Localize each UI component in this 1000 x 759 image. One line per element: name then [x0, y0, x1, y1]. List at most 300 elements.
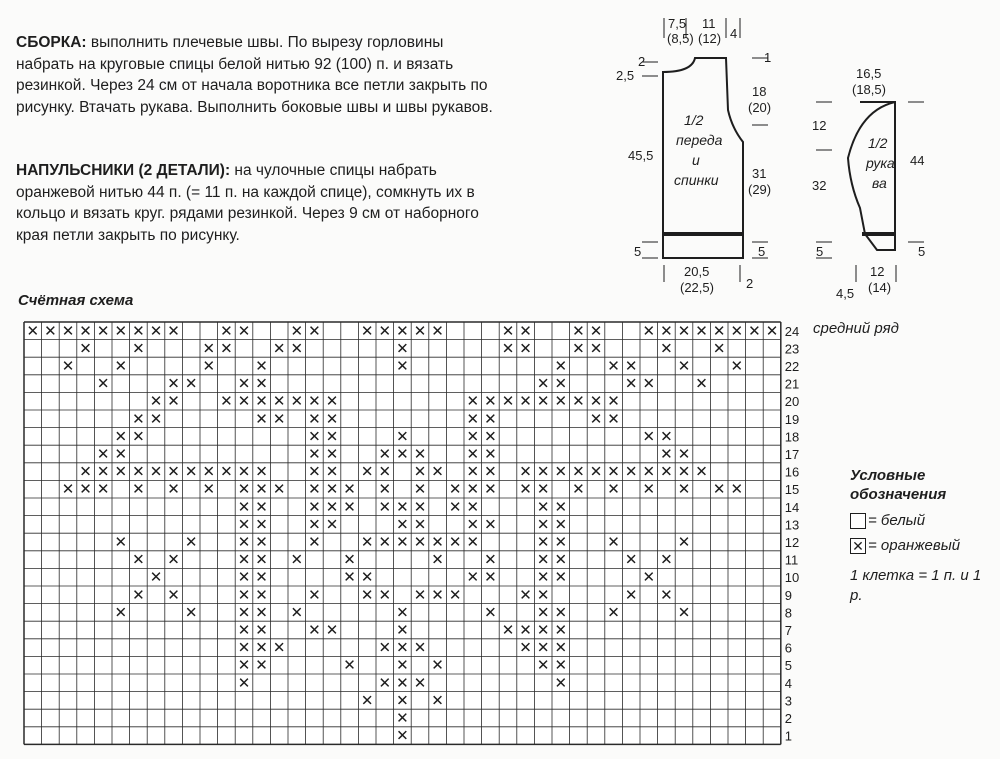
orange-stitch-cell: ✕: [765, 322, 779, 340]
orange-stitch-cell: ✕: [184, 463, 198, 481]
dim-18-5: (18,5): [852, 82, 886, 97]
row-number: 9: [784, 587, 793, 603]
orange-stitch-cell: ✕: [501, 393, 515, 411]
orange-stitch-cell: ✕: [237, 375, 251, 393]
row-number: 3: [784, 693, 793, 709]
orange-stitch-cell: ✕: [255, 375, 268, 393]
orange-stitch-cell: ✕: [132, 586, 145, 604]
dim-22-5: (22,5): [680, 280, 714, 295]
orange-stitch-cell: ✕: [572, 322, 585, 340]
orange-stitch-cell: ✕: [308, 446, 321, 463]
orange-stitch-cell: ✕: [536, 639, 550, 657]
row-number: 1: [784, 728, 793, 744]
assembly-paragraph: [16, 32, 496, 118]
orange-stitch-cell: ✕: [536, 551, 550, 569]
orange-stitch-cell: ✕: [237, 657, 251, 675]
orange-stitch-cell: ✕: [167, 393, 180, 411]
orange-stitch-cell: ✕: [132, 428, 145, 446]
orange-stitch-cell: ✕: [554, 498, 568, 516]
body-outline: [663, 58, 743, 258]
orange-stitch-cell: ✕: [61, 322, 75, 340]
orange-stitch-cell: ✕: [572, 481, 585, 499]
row-number: 18: [784, 429, 800, 445]
orange-stitch-cell: ✕: [167, 481, 180, 499]
orange-stitch-cell: ✕: [413, 498, 427, 516]
row-number: 13: [784, 517, 800, 533]
orange-stitch-cell: ✕: [642, 375, 656, 393]
orange-stitch-cell: ✕: [220, 322, 233, 340]
row-number: 8: [784, 605, 793, 621]
orange-stitch-cell: ✕: [343, 657, 356, 675]
orange-stitch-cell: ✕: [660, 340, 673, 358]
orange-stitch-cell: ✕: [712, 322, 726, 340]
row-number: 5: [784, 658, 793, 674]
orange-stitch-cell: ✕: [554, 657, 568, 675]
orange-stitch-cell: ✕: [396, 340, 409, 358]
orange-stitch-cell: ✕: [325, 516, 339, 534]
orange-stitch-cell: ✕: [360, 692, 374, 710]
orange-stitch-cell: ✕: [325, 428, 339, 446]
legend-title: Условные обозначения: [850, 467, 947, 503]
orange-stitch-cell: ✕: [272, 410, 286, 428]
orange-stitch-cell: ✕: [149, 393, 163, 411]
orange-stitch-cell: ✕: [554, 393, 568, 411]
orange-stitch-cell: ✕: [536, 586, 550, 604]
orange-stitch-cell: ✕: [325, 410, 339, 428]
orange-stitch-cell: ✕: [712, 340, 726, 358]
counting-chart: [24, 322, 814, 747]
dim-20-5: 20,5: [684, 264, 710, 279]
orange-stitch-cell: ✕: [519, 639, 532, 657]
dim-44: 44: [910, 153, 925, 168]
chart-grid: [24, 322, 814, 747]
orange-stitch-cell: ✕: [202, 463, 216, 481]
orange-stitch-cell: ✕: [114, 446, 128, 463]
orange-stitch-cell: ✕: [484, 446, 497, 463]
orange-stitch-cell: ✕: [114, 428, 128, 446]
orange-stitch-cell: ✕: [255, 639, 268, 657]
orange-stitch-cell: ✕: [184, 604, 198, 622]
orange-stitch-cell: ✕: [167, 322, 180, 340]
orange-stitch-cell: ✕: [589, 322, 603, 340]
orange-stitch-cell: ✕: [255, 393, 268, 411]
orange-stitch-cell: ✕: [607, 358, 620, 375]
orange-stitch-cell: ✕: [501, 622, 515, 639]
orange-stitch-cell: ✕: [378, 446, 392, 463]
orange-stitch-cell: ✕: [484, 463, 497, 481]
row-number: 17: [784, 447, 800, 462]
orange-stitch-cell: ✕: [220, 463, 233, 481]
orange-cross-icon: ✕: [850, 538, 866, 554]
orange-stitch-cell: ✕: [519, 322, 532, 340]
orange-stitch-cell: ✕: [624, 375, 638, 393]
orange-stitch-cell: ✕: [607, 534, 620, 551]
orange-stitch-cell: ✕: [484, 410, 497, 428]
orange-stitch-cell: ✕: [589, 393, 603, 411]
orange-stitch-cell: ✕: [519, 393, 532, 411]
orange-stitch-cell: ✕: [255, 622, 268, 639]
orange-stitch-cell: ✕: [466, 569, 480, 587]
orange-stitch-cell: ✕: [396, 657, 409, 675]
orange-stitch-cell: ✕: [536, 393, 550, 411]
dim-2b: 2: [746, 276, 754, 291]
orange-stitch-cell: ✕: [255, 410, 268, 428]
orange-stitch-cell: ✕: [448, 498, 462, 516]
middle-row-label: средний ряд: [813, 320, 899, 337]
dim-7-5: 7,5: [668, 16, 687, 31]
orange-stitch-cell: ✕: [431, 534, 444, 551]
earflaps-heading: НАПУЛЬСНИКИ (2 ДЕТАЛИ):: [16, 162, 231, 179]
orange-stitch-cell: ✕: [96, 446, 110, 463]
orange-stitch-cell: ✕: [237, 622, 251, 639]
legend-orange-row: [850, 537, 990, 554]
orange-stitch-cell: ✕: [484, 428, 497, 446]
orange-stitch-cell: ✕: [748, 322, 761, 340]
orange-stitch-cell: ✕: [255, 534, 268, 551]
dim-5b: 5: [758, 244, 766, 259]
orange-stitch-cell: ✕: [96, 375, 110, 393]
orange-stitch-cell: ✕: [695, 463, 708, 481]
orange-stitch-cell: ✕: [308, 534, 321, 551]
orange-stitch-cell: ✕: [431, 463, 444, 481]
orange-stitch-cell: ✕: [536, 534, 550, 551]
orange-stitch-cell: ✕: [448, 586, 462, 604]
orange-stitch-cell: ✕: [554, 551, 568, 569]
orange-stitch-cell: ✕: [290, 604, 304, 622]
orange-stitch-cell: ✕: [114, 534, 128, 551]
orange-stitch-cell: ✕: [677, 534, 691, 551]
orange-stitch-cell: ✕: [114, 358, 128, 375]
orange-stitch-cell: ✕: [607, 463, 620, 481]
orange-stitch-cell: ✕: [396, 498, 409, 516]
orange-stitch-cell: ✕: [642, 322, 656, 340]
orange-stitch-cell: ✕: [360, 586, 374, 604]
orange-stitch-cell: ✕: [167, 375, 180, 393]
orange-stitch-cell: ✕: [237, 569, 251, 587]
orange-stitch-cell: ✕: [431, 322, 444, 340]
dim-2: 2: [638, 54, 646, 69]
orange-stitch-cell: ✕: [536, 657, 550, 675]
orange-stitch-cell: ✕: [360, 569, 374, 587]
orange-stitch-cell: ✕: [167, 586, 180, 604]
orange-stitch-cell: ✕: [290, 551, 304, 569]
chart-title: Счётная схема: [18, 292, 134, 309]
row-number: 22: [784, 359, 800, 374]
orange-stitch-cell: ✕: [554, 604, 568, 622]
orange-stitch-cell: ✕: [413, 639, 427, 657]
orange-stitch-cell: ✕: [536, 463, 550, 481]
row-number: 16: [784, 464, 800, 480]
orange-stitch-cell: ✕: [396, 534, 409, 551]
orange-stitch-cell: ✕: [96, 463, 110, 481]
orange-stitch-cell: ✕: [290, 322, 304, 340]
orange-stitch-cell: ✕: [255, 463, 268, 481]
orange-stitch-cell: ✕: [396, 446, 409, 463]
orange-stitch-cell: ✕: [554, 569, 568, 587]
orange-stitch-cell: ✕: [501, 340, 515, 358]
orange-stitch-cell: ✕: [325, 481, 339, 499]
orange-stitch-cell: ✕: [237, 481, 251, 499]
orange-stitch-cell: ✕: [624, 463, 638, 481]
dim-12b: 12: [870, 264, 885, 279]
orange-stitch-cell: ✕: [589, 463, 603, 481]
orange-stitch-cell: ✕: [343, 481, 356, 499]
orange-stitch-cell: ✕: [730, 358, 744, 375]
orange-stitch-cell: ✕: [695, 375, 708, 393]
orange-stitch-cell: ✕: [536, 481, 550, 499]
orange-stitch-cell: ✕: [360, 534, 374, 551]
orange-stitch-cell: ✕: [695, 322, 708, 340]
orange-stitch-cell: ✕: [272, 393, 286, 411]
orange-stitch-cell: ✕: [202, 340, 216, 358]
orange-stitch-cell: ✕: [642, 481, 656, 499]
orange-stitch-cell: ✕: [519, 463, 532, 481]
orange-stitch-cell: ✕: [26, 322, 40, 340]
orange-stitch-cell: ✕: [272, 340, 286, 358]
orange-stitch-cell: ✕: [61, 481, 75, 499]
orange-stitch-cell: ✕: [660, 322, 673, 340]
sleeve-label-3: ва: [872, 175, 887, 191]
body-label-4: спинки: [674, 172, 719, 188]
orange-stitch-cell: ✕: [255, 657, 268, 675]
orange-stitch-cell: ✕: [255, 569, 268, 587]
orange-stitch-cell: ✕: [167, 463, 180, 481]
orange-stitch-cell: ✕: [554, 358, 568, 375]
orange-stitch-cell: ✕: [484, 569, 497, 587]
earflaps-text: на чулочные спицы набрать оранжевой нитью 44 п. (= 11 п. на каждой спице), сомкнуть их в кольцо и вязать круг. рядами резинкой. Через 9 см от наборного края петли закрыть по рисунку.: [16, 162, 479, 244]
orange-stitch-cell: ✕: [132, 340, 145, 358]
orange-stitch-cell: ✕: [96, 322, 110, 340]
orange-stitch-cell: ✕: [484, 516, 497, 534]
orange-stitch-cell: ✕: [167, 551, 180, 569]
orange-stitch-cell: ✕: [431, 551, 444, 569]
orange-stitch-cell: ✕: [677, 463, 691, 481]
orange-stitch-cell: ✕: [378, 534, 392, 551]
orange-stitch-cell: ✕: [730, 481, 744, 499]
legend-white-label: = белый: [868, 512, 926, 529]
orange-stitch-cell: ✕: [396, 674, 409, 692]
orange-stitch-cell: ✕: [536, 569, 550, 587]
orange-stitch-cell: ✕: [237, 498, 251, 516]
orange-stitch-cell: ✕: [413, 322, 427, 340]
dim-11: 11: [702, 16, 716, 31]
pattern-diagram: [616, 10, 980, 301]
orange-stitch-cell: ✕: [624, 358, 638, 375]
orange-stitch-cell: ✕: [96, 481, 110, 499]
row-number: 7: [784, 623, 793, 638]
orange-stitch-cell: ✕: [413, 463, 427, 481]
orange-stitch-cell: ✕: [396, 639, 409, 657]
orange-stitch-cell: ✕: [554, 534, 568, 551]
row-number: 20: [784, 394, 800, 410]
orange-stitch-cell: ✕: [79, 463, 92, 481]
orange-stitch-cell: ✕: [501, 322, 515, 340]
orange-stitch-cell: ✕: [79, 481, 92, 499]
orange-stitch-cell: ✕: [44, 322, 57, 340]
orange-stitch-cell: ✕: [413, 534, 427, 551]
orange-stitch-cell: ✕: [308, 463, 321, 481]
orange-stitch-cell: ✕: [378, 586, 392, 604]
orange-stitch-cell: ✕: [378, 674, 392, 692]
orange-stitch-cell: ✕: [431, 657, 444, 675]
orange-stitch-cell: ✕: [642, 463, 656, 481]
orange-stitch-cell: ✕: [431, 586, 444, 604]
orange-stitch-cell: ✕: [466, 516, 480, 534]
dim-12s: 12: [812, 118, 827, 133]
orange-stitch-cell: ✕: [536, 498, 550, 516]
row-number: 24: [784, 323, 800, 339]
row-number: 15: [784, 482, 800, 498]
orange-stitch-cell: ✕: [396, 604, 409, 622]
orange-stitch-cell: ✕: [554, 375, 568, 393]
orange-stitch-cell: ✕: [413, 481, 427, 499]
orange-stitch-cell: ✕: [660, 551, 673, 569]
dim-18: 18: [752, 84, 767, 99]
orange-stitch-cell: ✕: [360, 322, 374, 340]
orange-stitch-cell: ✕: [607, 481, 620, 499]
orange-stitch-cell: ✕: [448, 534, 462, 551]
orange-stitch-cell: ✕: [554, 674, 568, 692]
orange-stitch-cell: ✕: [624, 586, 638, 604]
orange-stitch-cell: ✕: [607, 604, 620, 622]
orange-stitch-cell: ✕: [220, 340, 233, 358]
orange-stitch-cell: ✕: [308, 410, 321, 428]
orange-stitch-cell: ✕: [413, 674, 427, 692]
orange-stitch-cell: ✕: [712, 481, 726, 499]
orange-stitch-cell: ✕: [466, 463, 480, 481]
orange-stitch-cell: ✕: [378, 481, 392, 499]
dim-12: (12): [698, 31, 722, 46]
orange-stitch-cell: ✕: [536, 622, 550, 639]
assembly-heading: СБОРКА:: [16, 34, 87, 51]
orange-stitch-cell: ✕: [466, 534, 480, 551]
orange-stitch-cell: ✕: [343, 551, 356, 569]
orange-stitch-cell: ✕: [290, 393, 304, 411]
orange-stitch-cell: ✕: [237, 463, 251, 481]
orange-stitch-cell: ✕: [255, 516, 268, 534]
orange-stitch-cell: ✕: [554, 516, 568, 534]
orange-stitch-cell: ✕: [237, 322, 251, 340]
dim-4-5: 4,5: [836, 286, 855, 301]
orange-stitch-cell: ✕: [466, 428, 480, 446]
orange-stitch-cell: ✕: [255, 358, 268, 375]
orange-stitch-cell: ✕: [237, 604, 251, 622]
orange-stitch-cell: ✕: [202, 358, 216, 375]
dim-32: 32: [812, 178, 827, 193]
orange-stitch-cell: ✕: [396, 727, 409, 745]
orange-stitch-cell: ✕: [308, 481, 321, 499]
orange-stitch-cell: ✕: [61, 358, 75, 375]
orange-stitch-cell: ✕: [396, 516, 409, 534]
orange-stitch-cell: ✕: [413, 446, 427, 463]
orange-stitch-cell: ✕: [466, 410, 480, 428]
orange-stitch-cell: ✕: [132, 463, 145, 481]
orange-stitch-cell: ✕: [466, 481, 480, 499]
orange-stitch-cell: ✕: [519, 481, 532, 499]
body-label-3: и: [692, 152, 700, 168]
orange-stitch-cell: ✕: [132, 551, 145, 569]
assembly-text: выполнить плечевые швы. По вырезу горловины набрать на круговые спицы белой нитью 92 (100) п. и вязать резинкой. Через 24 см от начала воротника все петли закрыть по рисунку. Втачать рукава. Выполнить боковые швы и швы рукавов.: [16, 34, 493, 116]
row-number: 2: [784, 711, 793, 726]
orange-stitch-cell: ✕: [272, 639, 286, 657]
orange-stitch-cell: ✕: [343, 569, 356, 587]
row-number: 23: [784, 341, 800, 357]
row-number: 21: [784, 376, 800, 392]
orange-stitch-cell: ✕: [149, 463, 163, 481]
orange-stitch-cell: ✕: [413, 586, 427, 604]
row-number: 12: [784, 535, 800, 550]
body-label-1: 1/2: [684, 112, 704, 128]
dim-16-5: 16,5: [856, 66, 882, 81]
orange-stitch-cell: ✕: [308, 428, 321, 446]
row-number: 10: [784, 570, 800, 586]
orange-stitch-cell: ✕: [396, 358, 409, 375]
orange-stitch-cell: ✕: [114, 322, 128, 340]
orange-stitch-cell: ✕: [255, 551, 268, 569]
dim-14: (14): [868, 280, 892, 295]
orange-stitch-cell: ✕: [255, 604, 268, 622]
row-number: 11: [784, 552, 799, 568]
orange-stitch-cell: ✕: [484, 481, 497, 499]
orange-stitch-cell: ✕: [237, 534, 251, 551]
orange-stitch-cell: ✕: [677, 358, 691, 375]
orange-stitch-cell: ✕: [132, 410, 145, 428]
orange-stitch-cell: ✕: [237, 674, 251, 692]
orange-stitch-cell: ✕: [184, 534, 198, 551]
orange-stitch-cell: ✕: [660, 586, 673, 604]
orange-stitch-cell: ✕: [132, 481, 145, 499]
orange-stitch-cell: ✕: [114, 463, 128, 481]
orange-stitch-cell: ✕: [308, 393, 321, 411]
orange-stitch-cell: ✕: [255, 586, 268, 604]
orange-stitch-cell: ✕: [589, 410, 603, 428]
orange-stitch-cell: ✕: [308, 516, 321, 534]
orange-stitch-cell: ✕: [308, 586, 321, 604]
orange-stitch-cell: ✕: [624, 551, 638, 569]
dim-31: 31: [752, 166, 767, 181]
orange-stitch-cell: ✕: [396, 322, 409, 340]
orange-stitch-cell: ✕: [202, 481, 216, 499]
orange-stitch-cell: ✕: [79, 322, 92, 340]
orange-stitch-cell: ✕: [607, 393, 620, 411]
body-label-2: переда: [676, 132, 723, 148]
orange-stitch-cell: ✕: [325, 446, 339, 463]
orange-stitch-cell: ✕: [308, 322, 321, 340]
sleeve-label-2: рука: [866, 155, 895, 171]
orange-stitch-cell: ✕: [642, 428, 656, 446]
orange-stitch-cell: ✕: [677, 481, 691, 499]
orange-stitch-cell: ✕: [448, 481, 462, 499]
orange-stitch-cell: ✕: [660, 463, 673, 481]
orange-stitch-cell: ✕: [607, 410, 620, 428]
orange-stitch-cell: ✕: [149, 322, 163, 340]
orange-stitch-cell: ✕: [572, 340, 585, 358]
orange-stitch-cell: ✕: [325, 393, 339, 411]
dim-5d: 5: [918, 244, 926, 259]
orange-stitch-cell: ✕: [396, 692, 409, 710]
orange-stitch-cell: ✕: [466, 498, 480, 516]
orange-stitch-cell: ✕: [554, 622, 568, 639]
earflaps-paragraph: [16, 160, 496, 246]
dim-2-5: 2,5: [616, 68, 635, 83]
orange-stitch-cell: ✕: [519, 340, 532, 358]
orange-stitch-cell: ✕: [484, 393, 497, 411]
orange-stitch-cell: ✕: [396, 428, 409, 446]
orange-stitch-cell: ✕: [466, 393, 480, 411]
orange-stitch-cell: ✕: [396, 622, 409, 639]
orange-stitch-cell: ✕: [677, 604, 691, 622]
orange-stitch-cell: ✕: [484, 551, 497, 569]
